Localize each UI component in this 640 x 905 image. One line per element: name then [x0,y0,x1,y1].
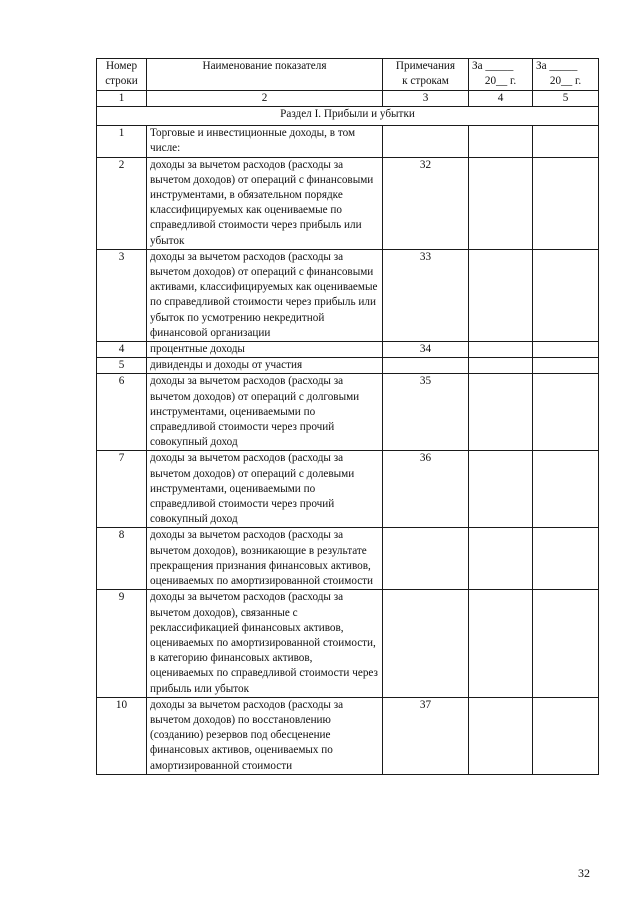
row-number: 7 [97,451,147,528]
row-name: доходы за вычетом расходов (расходы за вычетом доходов) от операций с долевыми инструментами, оцениваемыми по справедливой стоимости через прочий совокупный доход [147,451,383,528]
col-num-4: 4 [469,91,533,107]
col-num-1: 1 [97,91,147,107]
col-num-5: 5 [533,91,599,107]
row-number: 5 [97,358,147,374]
row-value-period-2 [533,342,599,358]
section-row [97,107,599,126]
row-note: 35 [383,374,469,451]
row-value-period-1 [469,249,533,341]
header-row [97,59,599,91]
row-value-period-1 [469,590,533,697]
table-row [97,342,599,358]
row-value-period-2 [533,249,599,341]
row-note [383,126,469,157]
row-name: доходы за вычетом расходов (расходы за вычетом доходов) от операций с финансовыми инструментами, в обязательном порядке классифицируемых как оцениваемые по справедливой стоимости через прибыль или убыток [147,157,383,249]
row-value-period-1 [469,374,533,451]
row-value-period-2 [533,157,599,249]
col-num-3: 3 [383,91,469,107]
row-name: процентные доходы [147,342,383,358]
row-note [383,590,469,697]
row-value-period-2 [533,451,599,528]
header-name: Наименование показателя [147,59,383,91]
table-row [97,249,599,341]
row-value-period-1 [469,528,533,590]
row-name: доходы за вычетом расходов (расходы за вычетом доходов) от операций с долговыми инструментами, оцениваемыми по справедливой стоимости через прочий совокупный доход [147,374,383,451]
header-row-no: Номер строки [97,59,147,91]
row-number: 8 [97,528,147,590]
header-notes: Примечания к строкам [383,59,469,91]
row-value-period-2 [533,358,599,374]
row-number: 4 [97,342,147,358]
row-value-period-2 [533,374,599,451]
section-title: Раздел I. Прибыли и убытки [97,107,599,126]
row-value-period-1 [469,126,533,157]
table-row [97,590,599,697]
row-value-period-2 [533,528,599,590]
table-row [97,697,599,774]
table-row [97,451,599,528]
column-number-row [97,91,599,107]
row-note: 34 [383,342,469,358]
row-note: 36 [383,451,469,528]
table-row [97,374,599,451]
table-row [97,157,599,249]
row-value-period-2 [533,126,599,157]
row-name: доходы за вычетом расходов (расходы за вычетом доходов) по восстановлению (созданию) резервов под обесценение финансовых активов, оцениваемых по амортизированной стоимости [147,697,383,774]
row-value-period-2 [533,590,599,697]
col-num-2: 2 [147,91,383,107]
row-value-period-2 [533,697,599,774]
row-value-period-1 [469,342,533,358]
row-note [383,528,469,590]
row-number: 3 [97,249,147,341]
row-name: доходы за вычетом расходов (расходы за вычетом доходов), возникающие в результате прекращения признания финансовых активов, оцениваемых по амортизированной стоимости [147,528,383,590]
row-note: 33 [383,249,469,341]
report-table [96,58,599,775]
row-number: 1 [97,126,147,157]
row-number: 2 [97,157,147,249]
row-value-period-1 [469,697,533,774]
row-number: 9 [97,590,147,697]
row-note [383,358,469,374]
header-period-1: За _____ 20__ г. [469,59,533,91]
row-note: 32 [383,157,469,249]
row-note: 37 [383,697,469,774]
table-row [97,528,599,590]
row-value-period-1 [469,358,533,374]
row-value-period-1 [469,451,533,528]
row-value-period-1 [469,157,533,249]
row-number: 10 [97,697,147,774]
table-row [97,358,599,374]
row-name: дивиденды и доходы от участия [147,358,383,374]
header-period-2: За _____ 20__ г. [533,59,599,91]
table-row [97,126,599,157]
row-number: 6 [97,374,147,451]
page-number: 32 [578,866,590,880]
row-name: Торговые и инвестиционные доходы, в том числе: [147,126,383,157]
row-name: доходы за вычетом расходов (расходы за вычетом доходов) от операций с финансовыми активами, классифицируемых как оцениваемые по справедливой стоимости через прибыль или убыток по усмотрению некредитной финансовой организации [147,249,383,341]
row-name: доходы за вычетом расходов (расходы за вычетом доходов), связанные с реклассификацией финансовых активов, оцениваемых по амортизированной стоимости, в категорию финансовых активов, оцениваемых по справедливой стоимости через прибыль или убыток [147,590,383,697]
